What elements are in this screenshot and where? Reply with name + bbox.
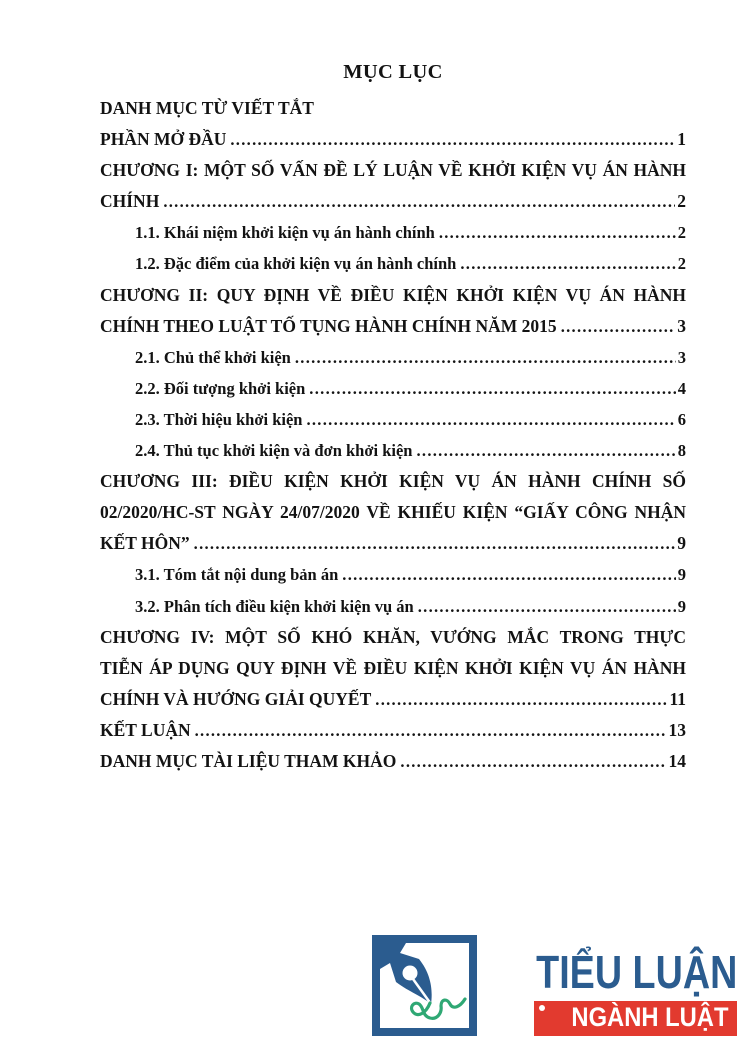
- toc-entry-text: PHẦN MỞ ĐẦU: [100, 129, 227, 150]
- dot-leader: [302, 404, 675, 435]
- toc-entry: [100, 528, 686, 559]
- logo-dot: [539, 1005, 545, 1011]
- toc-entry-line: CHƯƠNG I: MỘT SỐ VẤN ĐỀ LÝ LUẬN VỀ KHỞI KIỆN VỤ ÁN HÀNH: [100, 160, 686, 181]
- toc-entry-text: 2.2. Đối tượng khởi kiện: [135, 378, 306, 398]
- dot-leader: [557, 311, 676, 342]
- toc-entry-text: 1.2. Đặc điểm của khởi kiện vụ án hành chính: [135, 254, 457, 274]
- toc-page-number: 2: [677, 254, 686, 274]
- toc-page-number: 2: [677, 191, 686, 212]
- toc-entry: [100, 124, 686, 155]
- toc-page-number: 14: [668, 750, 686, 771]
- toc-page-number: 8: [677, 441, 686, 461]
- toc-content: [100, 57, 686, 777]
- toc-entry: [100, 404, 686, 435]
- toc-page-number: 11: [669, 688, 686, 709]
- dot-leader: [338, 559, 675, 590]
- toc-page-number: 6: [677, 409, 686, 429]
- toc-page-number: 13: [668, 719, 686, 740]
- toc-entry-text: CHÍNH VÀ HƯỚNG GIẢI QUYẾT: [100, 688, 372, 709]
- dot-leader: [226, 124, 675, 155]
- toc-entry-text: 2.1. Chủ thể khởi kiện: [135, 347, 291, 367]
- dot-leader: [412, 435, 675, 466]
- dot-leader: [291, 342, 676, 373]
- dot-leader: [396, 746, 666, 777]
- toc-entry: [100, 311, 686, 342]
- toc-page-number: 1: [677, 129, 686, 150]
- toc-entry-text: KẾT LUẬN: [100, 719, 191, 740]
- toc-entry-text: DANH MỤC TÀI LIỆU THAM KHẢO: [100, 750, 397, 771]
- dot-leader: [190, 528, 676, 559]
- toc-entry: [100, 746, 686, 777]
- toc-entry: [100, 559, 686, 590]
- dot-leader: [191, 715, 667, 746]
- toc-entry-text: CHÍNH THEO LUẬT TỐ TỤNG HÀNH CHÍNH NĂM 2015: [100, 315, 557, 336]
- toc-entry: [100, 342, 686, 373]
- toc-entry: [100, 186, 686, 217]
- toc-entry: [100, 248, 686, 279]
- brand-line2: NGÀNH LUẬT: [570, 1002, 728, 1032]
- toc-entry-text: DANH MỤC TỪ VIẾT TẮT: [100, 98, 314, 118]
- toc-page-number: 3: [677, 347, 686, 367]
- toc-page-number: 3: [677, 315, 686, 336]
- toc-entry-line: CHƯƠNG III: ĐIỀU KIỆN KHỞI KIỆN VỤ ÁN HÀNH CHÍNH SỐ: [100, 471, 686, 492]
- toc-entry-text: 2.3. Thời hiệu khởi kiện: [135, 409, 303, 429]
- toc-page-number: 9: [677, 565, 686, 585]
- toc-entry-line: 02/2020/HC-ST NGÀY 24/07/2020 VỀ KHIẾU KIỆN “GIẤY CÔNG NHẬN: [100, 502, 686, 523]
- toc-entry: [100, 217, 686, 248]
- toc-entry: [100, 715, 686, 746]
- brand-line1: TIỂU LUẬN: [535, 946, 737, 998]
- dot-leader: [159, 186, 675, 217]
- page-title: MỤC LỤC: [343, 61, 443, 83]
- brand-line2-box: [534, 1001, 737, 1036]
- dot-leader: [414, 591, 676, 622]
- toc-entry: [100, 684, 686, 715]
- toc-list: [100, 93, 686, 777]
- toc-page-number: 9: [677, 533, 686, 554]
- toc-page-number: 4: [677, 378, 686, 398]
- toc-entry-text: KẾT HÔN”: [100, 533, 190, 554]
- toc-entry-text: 1.1. Khái niệm khởi kiện vụ án hành chính: [135, 223, 435, 243]
- dot-leader: [435, 217, 676, 248]
- dot-leader: [456, 248, 675, 279]
- toc-entry-text: 3.1. Tóm tắt nội dung bản án: [135, 565, 339, 585]
- dot-leader: [305, 373, 675, 404]
- toc-entry-text: 3.2. Phân tích điều kiện khởi kiện vụ án: [135, 596, 414, 616]
- pen-nib-icon: [372, 935, 477, 1036]
- toc-entry-text: CHÍNH: [100, 191, 160, 212]
- toc-page-number: 9: [677, 596, 686, 616]
- toc-entry: [100, 435, 686, 466]
- toc-page-number: 2: [677, 223, 686, 243]
- toc-entry-line: TIỄN ÁP DỤNG QUY ĐỊNH VỀ ĐIỀU KIỆN KHỞI KIỆN VỤ ÁN HÀNH: [100, 657, 686, 678]
- toc-entry-text: 2.4. Thủ tục khởi kiện và đơn khởi kiện: [135, 441, 413, 461]
- toc-entry-line: CHƯƠNG IV: MỘT SỐ KHÓ KHĂN, VƯỚNG MẮC TRONG THỰC: [100, 626, 686, 647]
- dot-leader: [371, 684, 667, 715]
- toc-entry-line: CHƯƠNG II: QUY ĐỊNH VỀ ĐIỀU KIỆN KHỞI KIỆN VỤ ÁN HÀNH: [100, 284, 686, 305]
- toc-entry: [100, 591, 686, 622]
- toc-entry: [100, 373, 686, 404]
- brand-logo: [372, 935, 737, 1036]
- toc-entry: [100, 93, 686, 124]
- brand-text: [492, 946, 737, 1036]
